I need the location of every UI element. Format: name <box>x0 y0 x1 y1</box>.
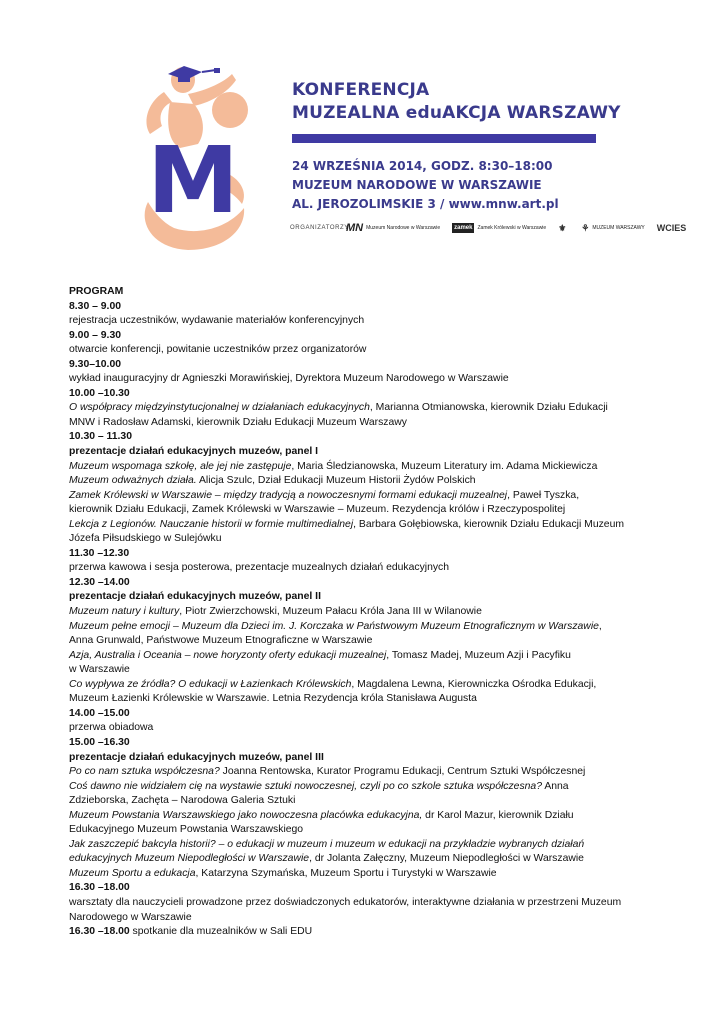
program-text: przerwa obiadowa <box>69 722 154 734</box>
program-time-heading: prezentacje działań edukacyjnych muzeów, panel I <box>69 446 319 458</box>
program-text: Anna <box>542 780 569 792</box>
program-line <box>69 445 669 460</box>
program-text: , Marianna Otmianowska, kierownik Działu Edukacji <box>369 402 608 414</box>
program-line <box>69 358 669 373</box>
program-line <box>69 605 669 620</box>
program-line <box>69 896 669 911</box>
program-line <box>69 620 669 635</box>
program-text: w Warszawie <box>69 664 130 676</box>
program-text: przerwa kawowa i sesja posterowa, prezentacje muzealnych działań edukacyjnych <box>69 562 450 574</box>
program-time-heading: 16.30 –18.00 <box>69 926 130 938</box>
organizer-logo-mnw: MN Muzeum Narodowe w Warszawie <box>346 222 441 234</box>
program-line <box>69 314 669 329</box>
program-text: , Magdalena Lewna, Kierowniczka Ośrodka Edukacji, <box>351 678 597 690</box>
program-line <box>69 911 669 926</box>
program-time-heading: 8.30 – 9.00 <box>69 300 121 312</box>
title-divider-bar <box>292 134 596 143</box>
program-line <box>69 401 669 416</box>
program-line <box>69 474 669 489</box>
program-line <box>69 343 669 358</box>
zamek-logo-icon: zamek <box>454 225 473 231</box>
program-talk-title: Jak zaszczepić bakcyla historii? – o edukacji w muzeum i muzeum w edukacji na przykładzie wybranych działań <box>69 838 585 850</box>
program-line <box>69 489 669 504</box>
program-text: otwarcie konferencji, powitanie uczestników przez organizatorów <box>69 344 367 356</box>
program-line <box>69 794 669 809</box>
program-text: , Katarzyna Szymańska, Muzeum Sportu i Turystyki w Warszawie <box>195 867 497 879</box>
program-time-heading: 9.30–10.00 <box>69 358 122 370</box>
program-time-heading: prezentacje działań edukacyjnych muzeów, panel III <box>69 751 324 763</box>
program-line <box>69 751 669 766</box>
mnw-logo-icon: MN <box>346 222 364 234</box>
program-line <box>69 736 669 751</box>
muzeum-warszawy-logo-icon: ⚘ <box>581 222 590 233</box>
program-text: Edukacyjnego Muzeum Powstania Warszawskiego <box>69 824 304 836</box>
program-talk-title: Co wypływa ze źródła? O edukacji w Łazienkach Królewskich <box>69 678 352 690</box>
program-text: spotkanie dla muzealników w Sali EDU <box>129 926 313 938</box>
organizer-logo-muzeum-warszawy: ⚘ MUZEUM WARSZAWY <box>581 222 645 233</box>
program-line <box>69 576 669 591</box>
organizer-logo-zamek: zamek Zamek Królewski w Warszawie <box>454 225 547 231</box>
program-talk-title: Muzeum pełne emocji – Muzeum dla Dzieci im. J. Korczaka w Państwowym Muzeum Etnograficznym w Warszawie <box>69 620 599 632</box>
program-line <box>69 430 669 445</box>
program-talk-title: Muzeum natury i kultury <box>69 606 180 618</box>
wcies-logo-icon: WCIES <box>656 223 687 233</box>
program-text: Alicja Szulc, Dział Edukacji Muzeum Historii Żydów Polskich <box>196 475 476 487</box>
program-text: , dr Jolanta Załęczny, Muzeum Niepodległości w Warszawie <box>309 853 584 865</box>
program-talk-title: Azja, Australia i Oceania – nowe horyzonty oferty edukacji muzealnej <box>69 649 387 661</box>
program-line <box>69 780 669 795</box>
program-time-heading: 12.30 –14.00 <box>69 576 130 588</box>
program-text: MNW i Radosław Adamski, kierownik Działu Edukacji Muzeum Warszawy <box>69 416 407 428</box>
organizer-logo-crest <box>558 223 569 234</box>
organizer-logo-wcies <box>657 223 690 233</box>
program-talk-title: Muzeum odważnych działa. <box>69 475 197 487</box>
program-text: kierownik Działu Edukacji, Zamek Królewski w Warszawie – Muzeum. Rezydencja królów i Rzeczypospolitej <box>69 504 566 516</box>
program-time-heading: 10.00 –10.30 <box>69 387 130 399</box>
program-line <box>69 372 669 387</box>
program-text: Anna Grunwald, Państwowe Muzeum Etnograficzne w Warszawie <box>69 635 373 647</box>
program-text: wykład inauguracyjny dr Agnieszki Morawińskiej, Dyrektora Muzeum Narodowego w Warszawie <box>69 373 509 385</box>
program-talk-title: Muzeum Sportu a edukacja <box>69 867 196 879</box>
program-talk-title: O współpracy międzyinstytucjonalnej w działaniach edukacyjnych <box>69 402 370 414</box>
program-talk-title: Coś dawno nie widziałem cię na wystawie sztuki nowoczesnej, czyli po co szkole sztuka współczesna? <box>69 780 542 792</box>
conference-info <box>292 157 559 214</box>
program-line <box>69 634 669 649</box>
program-text: Muzeum Łazienki Królewskie w Warszawie. Letnia Rezydencja króla Stanisława Augusta <box>69 693 477 705</box>
program-text: warsztaty dla nauczycieli prowadzone przez doświadczonych edukatorów, interaktywne działania w przestrzeni Muzeum <box>69 896 622 908</box>
program-talk-title: Muzeum wspomaga szkołę, ale jej nie zastępuje <box>69 460 292 472</box>
program-line <box>69 547 669 562</box>
program-time-heading: 16.30 –18.00 <box>69 882 130 894</box>
program-text: rejestracja uczestników, wydawanie materiałów konferencyjnych <box>69 315 365 327</box>
program-time-heading: PROGRAM <box>69 286 124 297</box>
logo-letter: M <box>147 127 239 234</box>
date-line: 24 WRZEŚNIA 2014, GODZ. 8:30–18:00 <box>292 159 553 173</box>
program-line <box>69 387 669 402</box>
program-text: dr Karol Mazur, kierownik Działu <box>422 809 574 821</box>
program-text: , Tomasz Madej, Muzeum Azji i Pacyfiku <box>386 649 571 661</box>
program-text: Narodowego w Warszawie <box>69 911 192 923</box>
program-line <box>69 721 669 736</box>
organizers-row <box>290 218 687 238</box>
program-line <box>69 838 669 853</box>
program-talk-title: Muzeum Powstania Warszawskiego jako nowoczesna placówka edukacyjna, <box>69 809 423 821</box>
program-text: , Maria Śledzianowska, Muzeum Literatury im. Adama Mickiewicza <box>291 460 598 472</box>
address-line: AL. JEROZOLIMSKIE 3 / www.mnw.art.pl <box>292 197 559 211</box>
program-talk-title: Lekcja z Legionów. Nauczanie historii w formie multimedialnej <box>69 518 354 530</box>
program-time-heading: 14.00 –15.00 <box>69 707 130 719</box>
venue-line: MUZEUM NARODOWE W WARSZAWIE <box>292 178 542 192</box>
program-line <box>69 416 669 431</box>
program-time-heading: prezentacje działań edukacyjnych muzeów, panel II <box>69 591 321 603</box>
program-line <box>69 300 669 315</box>
program-text: Joanna Rentowska, Kurator Programu Edukacji, Centrum Sztuki Współczesnej <box>219 766 586 778</box>
program-line <box>69 532 669 547</box>
conference-title <box>292 79 621 125</box>
program-text: , Piotr Zwierzchowski, Muzeum Pałacu Króla Jana III w Wilanowie <box>179 606 482 618</box>
program-line <box>69 867 669 882</box>
organizers-label: ORGANIZATORZY: <box>290 225 351 231</box>
program-line <box>69 707 669 722</box>
program-line <box>69 329 669 344</box>
program-time-heading: 10.30 – 11.30 <box>69 431 132 443</box>
program-line <box>69 692 669 707</box>
program-line <box>69 460 669 475</box>
program-line <box>69 503 669 518</box>
program-line <box>69 590 669 605</box>
program-time-heading: 9.00 – 9.30 <box>69 329 121 341</box>
program-line <box>69 809 669 824</box>
program-talk-title: Zamek Królewski w Warszawie – między tradycją a nowoczesnymi formami edukacji muzealnej <box>69 489 508 501</box>
title-line-1: KONFERENCJA <box>292 80 430 100</box>
program-time-heading: 15.00 –16.30 <box>69 736 130 748</box>
program-text: , <box>598 620 602 632</box>
conference-logo-icon <box>128 52 258 252</box>
program-text: , Paweł Tyszka, <box>507 489 580 501</box>
program-line <box>69 285 669 300</box>
program-text <box>69 285 669 940</box>
program-line <box>69 663 669 678</box>
program-line <box>69 561 669 576</box>
program-line <box>69 852 669 867</box>
crest-logo-icon: ⚜ <box>558 222 567 233</box>
program-line <box>69 925 669 940</box>
title-line-2: MUZEALNA eduAKCJA WARSZAWY <box>292 103 621 123</box>
program-talk-title: Po co nam sztuka współczesna? <box>69 766 220 778</box>
program-text: Józefa Piłsudskiego w Sulejówku <box>69 533 222 545</box>
program-line <box>69 823 669 838</box>
program-line <box>69 765 669 780</box>
program-talk-title: edukacyjnych Muzeum Niepodległości w Warszawie <box>69 853 310 865</box>
program-line <box>69 518 669 533</box>
program-line <box>69 678 669 693</box>
program-text: , Barbara Gołębiowska, kierownik Działu Edukacji Muzeum <box>353 518 625 530</box>
program-text: Zdzieborska, Zachęta – Narodowa Galeria Sztuki <box>69 795 296 807</box>
program-line <box>69 881 669 896</box>
program-line <box>69 649 669 664</box>
program-time-heading: 11.30 –12.30 <box>69 547 130 559</box>
